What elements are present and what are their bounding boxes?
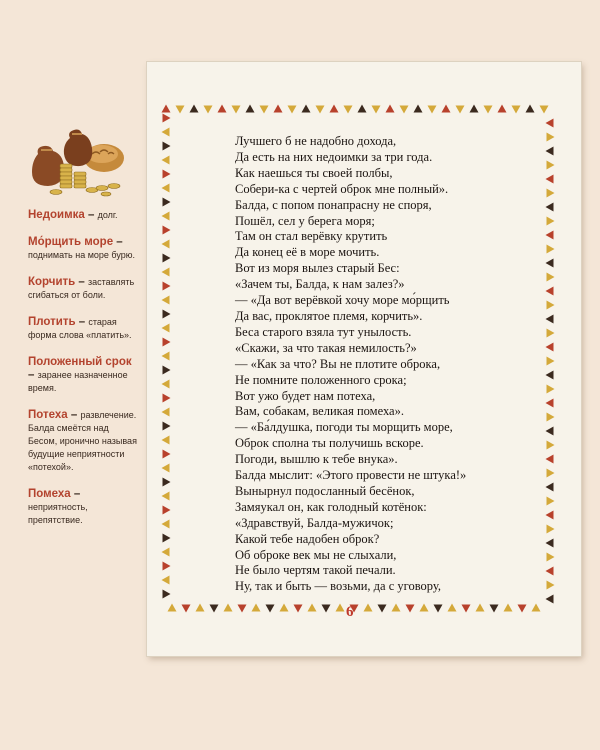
border-triangle: [330, 105, 339, 113]
border-triangle: [364, 604, 373, 612]
border-triangle: [162, 408, 170, 417]
border-triangle: [163, 506, 171, 515]
border-triangle: [316, 106, 325, 114]
poem-line: Да есть на них недоимки за три года.: [235, 149, 433, 164]
glossary-definition: заставлять сгибаться от боли.: [28, 277, 135, 300]
border-triangle: [498, 105, 507, 113]
border-triangle: [163, 394, 171, 403]
border-triangle: [162, 296, 170, 305]
glossary-dash: –: [28, 369, 38, 381]
border-triangle: [176, 106, 185, 114]
border-triangle: [163, 422, 171, 431]
glossary-entry: [28, 355, 140, 394]
border-triangle: [162, 436, 170, 445]
poem-line: Об оброке век мы не слыхали,: [235, 547, 397, 562]
poem-line: Не помните положенного срока;: [235, 372, 407, 387]
border-triangle: [163, 198, 171, 207]
glossary-term: Потеха: [28, 409, 68, 421]
poem-line: Оброк сполна ты получишь вскоре.: [235, 436, 424, 451]
border-triangle: [162, 268, 170, 277]
poem-line: Да вас, проклятое племя, корчить».: [235, 308, 423, 323]
poem-line: «Зачем ты, Балда, к нам залез?»: [235, 277, 405, 292]
border-triangle: [210, 605, 219, 613]
poem-line: Вам, собакам, великая помеха».: [235, 404, 404, 419]
border-triangle: [190, 105, 199, 113]
border-triangle: [162, 156, 170, 165]
glossary-dash: –: [113, 236, 123, 248]
border-triangle: [308, 604, 317, 612]
border-triangle: [546, 595, 554, 604]
border-triangle: [163, 562, 171, 571]
glossary-term: Положенный срок: [28, 356, 132, 368]
glossary-entry: [28, 235, 140, 261]
border-triangle: [344, 106, 353, 114]
border-triangle: [414, 105, 423, 113]
poem-line: Собери-ка с чертей оброк мне полный».: [235, 181, 449, 196]
border-triangle: [168, 604, 177, 612]
poem-line: «Скажи, за что такая немилость?»: [235, 340, 417, 355]
border-triangle: [428, 106, 437, 114]
page-number: 6: [346, 604, 354, 620]
glossary-entry: [28, 208, 140, 221]
border-triangle: [392, 604, 401, 612]
border-triangle: [162, 184, 170, 193]
border-triangle: [163, 254, 171, 263]
border-triangle: [163, 590, 171, 599]
glossary-entry: [28, 487, 140, 526]
glossary-term: Плотить: [28, 316, 76, 328]
border-triangle: [246, 105, 255, 113]
border-triangle: [163, 366, 171, 375]
glossary-definition: долг.: [97, 210, 118, 220]
parchment-page: [147, 62, 581, 656]
glossary-definition: неприятность, препятствие.: [28, 502, 88, 525]
border-triangle: [196, 604, 205, 612]
poem-line: Там он стал верёвку крутить: [235, 229, 388, 244]
poem-line: Пошёл, сел у берега моря;: [235, 213, 375, 228]
poem-line: Какой тебе надобен оброк?: [235, 531, 380, 546]
glossary-term: Недоимка: [28, 209, 85, 221]
border-triangle: [163, 338, 171, 347]
poem-line: Балда, с попом понапрасну не споря,: [235, 197, 432, 212]
border-triangle: [532, 604, 541, 612]
border-triangle: [266, 605, 275, 613]
border-triangle: [224, 604, 233, 612]
border-triangle: [378, 605, 387, 613]
border-triangle: [163, 282, 171, 291]
border-triangle: [546, 119, 554, 128]
glossary-definition: заранее назначенное время.: [28, 370, 128, 393]
border-triangle: [294, 605, 303, 613]
glossary-entry: [28, 408, 140, 473]
glossary-dash: –: [75, 316, 89, 328]
border-triangle: [260, 106, 269, 114]
poem-line: Погоди, вышлю к тебе внука».: [235, 452, 398, 467]
border-triangle: [163, 226, 171, 235]
border-triangle: [490, 605, 499, 613]
border-triangle: [504, 604, 513, 612]
border-triangle: [162, 548, 170, 557]
poem-line: Замяукал он, как голодный котёнок:: [235, 499, 427, 514]
border-triangle: [280, 604, 289, 612]
glossary-dash: –: [84, 209, 98, 221]
border-triangle: [400, 106, 409, 114]
border-triangle: [162, 105, 171, 113]
border-triangle: [434, 605, 443, 613]
poem-line: Вот ужо будет нам потеха,: [235, 388, 376, 403]
glossary-dash: –: [67, 409, 81, 421]
poem-line: Беса старого взяла тут унылость.: [235, 324, 412, 339]
poem-line: «Здравствуй, Балда-мужичок;: [235, 515, 394, 530]
border-triangle: [163, 114, 171, 123]
border-triangle: [358, 105, 367, 113]
border-triangle: [302, 105, 311, 113]
border-triangle: [238, 605, 247, 613]
glossary-definition: старая форма слова «платить».: [28, 317, 132, 340]
border-triangle: [162, 352, 170, 361]
border-triangle: [163, 142, 171, 151]
glossary-term: Помеха: [28, 488, 71, 500]
border-triangle: [484, 106, 493, 114]
border-triangle: [162, 380, 170, 389]
poem-line: — «Да вот верёвкой хочу море мо́рщить: [235, 293, 450, 308]
coin-sacks-and-bread-icon: [30, 124, 130, 204]
border-triangle: [322, 605, 331, 613]
poem-line: Не было чертям такой печали.: [235, 563, 396, 578]
border-triangle: [162, 128, 170, 137]
poem-line: Лучшего б не надобно дохода,: [235, 134, 397, 148]
glossary-definition: поднимать на море бурю.: [28, 250, 136, 260]
poem-text: [235, 134, 555, 595]
border-triangle: [162, 240, 170, 249]
border-triangle: [162, 212, 170, 221]
border-triangle: [182, 605, 191, 613]
border-triangle: [204, 106, 213, 114]
border-triangle: [372, 106, 381, 114]
border-triangle: [162, 576, 170, 585]
border-triangle: [232, 106, 241, 114]
border-triangle: [163, 450, 171, 459]
border-triangle: [420, 604, 429, 612]
poem-line: — «Как за что? Вы не плотите оброка,: [235, 356, 441, 371]
glossary-term: Корчить: [28, 276, 76, 288]
border-triangle: [462, 605, 471, 613]
border-triangle: [288, 106, 297, 114]
poem-line: — «Ба́лдушка, погоди ты морщить море,: [235, 420, 453, 435]
border-triangle: [476, 604, 485, 612]
poem-line: Вынырнул подосланный бесёнок,: [235, 483, 415, 498]
border-triangle: [163, 310, 171, 319]
border-triangle: [336, 604, 345, 612]
border-triangle: [274, 105, 283, 113]
border-triangle: [162, 520, 170, 529]
border-triangle: [526, 105, 535, 113]
glossary: [28, 208, 140, 540]
border-triangle: [163, 170, 171, 179]
glossary-dash: –: [70, 488, 81, 500]
border-triangle: [162, 492, 170, 501]
border-triangle: [252, 604, 261, 612]
border-triangle: [456, 106, 465, 114]
border-triangle: [162, 464, 170, 473]
border-triangle: [406, 605, 415, 613]
poem-line: Ну, так и быть — возьми, да с уговору,: [235, 579, 441, 594]
border-triangle: [518, 605, 527, 613]
border-triangle: [163, 534, 171, 543]
border-triangle: [448, 604, 457, 612]
border-triangle: [442, 105, 451, 113]
border-triangle: [512, 106, 521, 114]
poem-line: Как наешься ты своей полбы,: [235, 165, 393, 180]
glossary-definition: развлечение. Балда смеётся над Бесом, иронично называя будущие неприятности «потехой».: [28, 410, 137, 472]
border-triangle: [162, 324, 170, 333]
border-triangle: [470, 105, 479, 113]
border-triangle: [218, 105, 227, 113]
poem-line: Балда мыслит: «Этого провести не штука!»: [235, 468, 467, 483]
glossary-entry: [28, 275, 140, 301]
poem-line: Да конец её в море мочить.: [235, 245, 380, 260]
border-triangle: [540, 106, 549, 114]
glossary-dash: –: [75, 276, 89, 288]
border-triangle: [163, 478, 171, 487]
glossary-entry: [28, 315, 140, 341]
border-triangle: [386, 105, 395, 113]
poem-line: Вот из моря вылез старый Бес:: [235, 261, 400, 276]
glossary-term: Мо́рщить море: [28, 236, 114, 248]
